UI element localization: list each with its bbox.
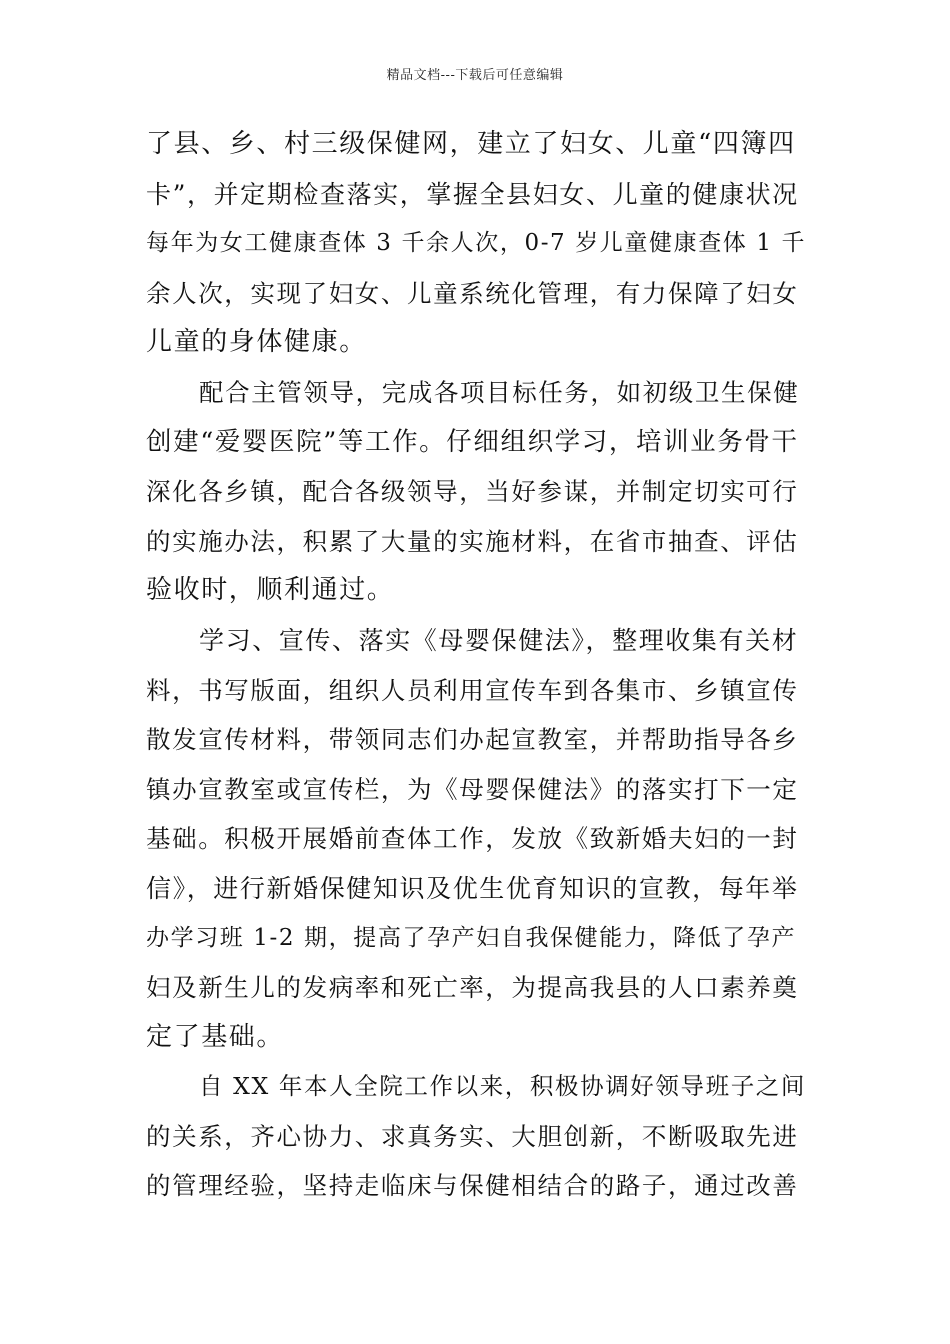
text-line: 的实施办法，积累了大量的实施材料，在省市抽查、评估 (146, 526, 799, 556)
text-line: 妇及新生儿的发病率和死亡率，为提高我县的人口素养奠 (146, 973, 799, 1003)
text-line: 卡”，并定期检查落实，掌握全县妇女、儿童的健康状况 (146, 179, 799, 209)
document-body (146, 120, 808, 1211)
text-line: 办学习班 1-2 期，提高了孕产妇自我保健能力，降低了孕产 (146, 924, 797, 951)
text-line: 的管理经验，坚持走临床与保健相结合的路子，通过改善 (146, 1171, 799, 1201)
text-line: 定了基础。 (146, 1021, 285, 1052)
page-header: 精品文档---下载后可任意编辑 (386, 68, 564, 83)
text-line: 深化各乡镇，配合各级领导，当好参谋，并制定切实可行 (146, 477, 799, 507)
text-line: 料，书写版面，组织人员利用宣传车到各集市、乡镇宣传 (146, 675, 799, 705)
text-line: 镇办宣教室或宣传栏，为《母婴保健法》的落实打下一定 (146, 774, 799, 804)
text-line: 的关系，齐心协力、求真务实、大胆创新，不断吸取先进 (146, 1121, 799, 1151)
text-line: 了县、乡、村三级保健网，建立了妇女、儿童“四簿四 (146, 129, 796, 159)
text-line: 信》，进行新婚保健知识及优生优育知识的宣教，每年举 (146, 873, 799, 903)
text-line: 儿童的身体健康。 (146, 327, 367, 358)
text-line: 基础。积极开展婚前查体工作，发放《致新婚夫妇的一封 (146, 824, 799, 854)
text-line: 自 XX 年本人全院工作以来，积极协调好领导班子之间 (199, 1072, 806, 1101)
text-line: 创建“爱婴医院”等工作。仔细组织学习，培训业务骨干 (146, 426, 799, 457)
text-line: 学习、宣传、落实《母婴保健法》，整理收集有关材 (199, 625, 799, 655)
text-line: 余人次，实现了妇女、儿童系统化管理，有力保障了妇女 (146, 278, 799, 308)
text-line: 散发宣传材料，带领同志们办起宣教室，并帮助指导各乡 (146, 725, 799, 755)
text-line: 每年为女工健康查体 3 千余人次，0-7 岁儿童健康查体 1 千 (146, 230, 807, 257)
text-line: 验收时，顺利通过。 (146, 575, 395, 606)
text-line: 配合主管领导，完成各项目标任务，如初级卫生保健 (199, 377, 800, 407)
